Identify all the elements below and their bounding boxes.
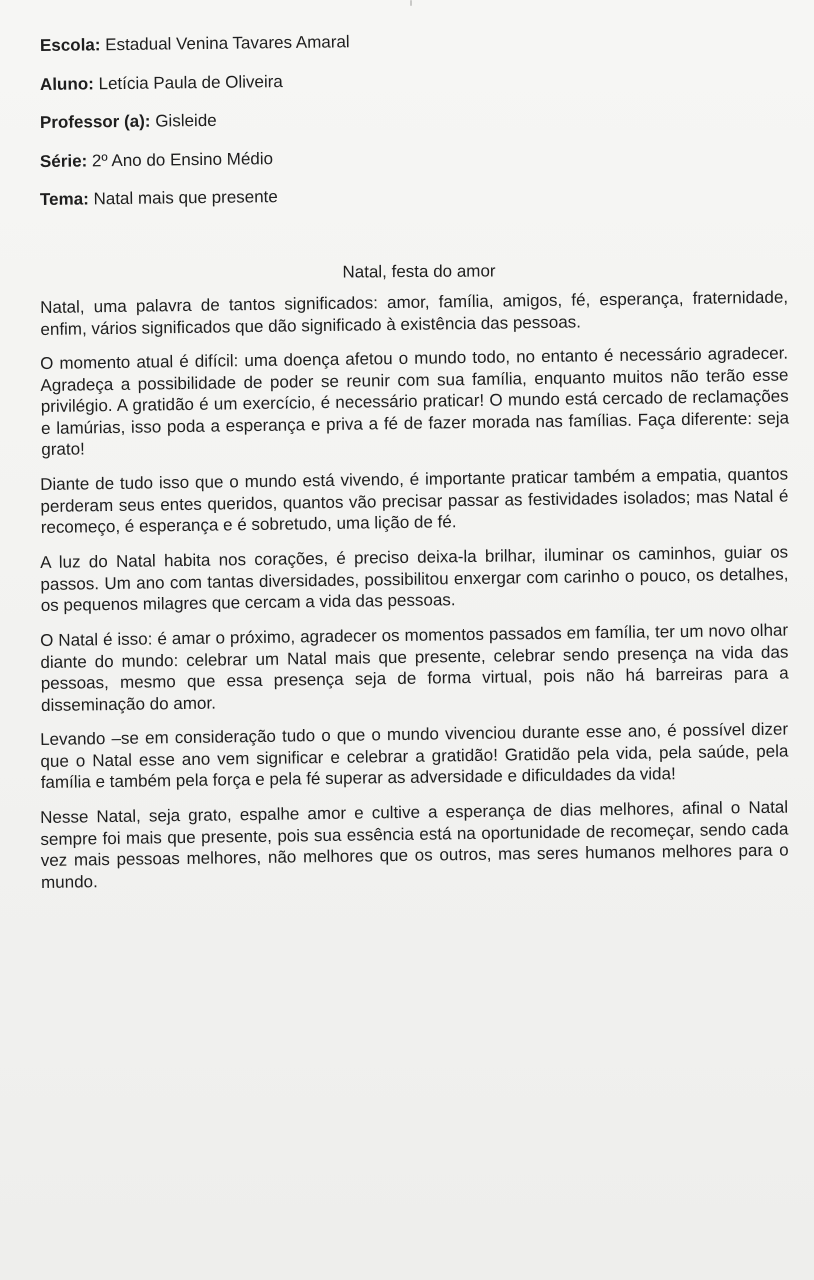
essay-paragraph: O momento atual é difícil: uma doença afetou o mundo todo, no entanto é necessário agradecer. Agradeça a possibilidade de poder se reunir com sua família, enquanto muitos não terão esse privilégio. A gratidão é um exercício, é necessário praticar! O mundo está cercado de reclamações e lamúrias, isso poda a esperança e priva a fé de fazer morada nas famílias. Faça diferente: seja grato! [40, 343, 790, 460]
theme-label: Tema: [39, 189, 89, 209]
school-value: Estadual Venina Tavares Amaral [105, 32, 350, 55]
grade-row [40, 142, 788, 171]
student-row [40, 65, 788, 94]
essay-paragraph: A luz do Natal habita nos corações, é preciso deixa-la brilhar, iluminar os caminhos, guiar os passos. Um ano com tantas diversidades, possibilitou enxergar com carinho o pouco, os detalhes, os pequenos milagres que cercam a vida das pessoas. [40, 542, 789, 616]
essay-paragraph: Diante de tudo isso que o mundo está vivendo, é importante praticar também a empatia, quantos perderam seus entes queridos, quantos vão precisar passar as festividades isolados; mas Natal é recomeço, é esperança e é sobretudo, uma lição de fé. [40, 464, 789, 538]
theme-value: Natal mais que presente [93, 187, 278, 209]
student-label: Aluno: [39, 73, 94, 94]
essay-paragraph: Nesse Natal, seja grato, espalhe amor e cultive a esperança de dias melhores, afinal o Natal sempre foi mais que presente, pois sua essência está na oportunidade de recomeçar, sendo cada vez mais pessoas melhores, não melhores que os outros, mas seres humanos melhores para o mundo. [40, 797, 789, 892]
essay-paragraph: Levando –se em consideração tudo o que o mundo vivenciou durante esse ano, é possível dizer que o Natal esse ano vem significar e celebrar a gratidão! Gratidão pela vida, pela saúde, pela família e também pela força e pela fé superar as adversidade e dificuldades da vida! [40, 719, 789, 793]
essay-paragraph: O Natal é isso: é amar o próximo, agradecer os momentos passados em família, ter um novo olhar diante do mundo: celebrar um Natal mais que presente, celebrar sendo presença na vida das pessoas, mesmo que essa presença seja de forma virtual, pois não há barreiras para a disseminação do amor. [40, 620, 789, 715]
grade-value: 2º Ano do Ensino Médio [91, 148, 274, 170]
essay-paragraph: Natal, uma palavra de tantos significados: amor, família, amigos, fé, esperança, fraternidade, enfim, vários significados que dão significado à existência das pessoas. [40, 287, 789, 339]
teacher-row [40, 104, 788, 133]
essay-title: Natal, festa do amor [342, 261, 496, 282]
student-value: Letícia Paula de Oliveira [98, 71, 283, 93]
teacher-label: Professor (a): [39, 111, 151, 132]
theme-row [40, 181, 788, 210]
teacher-value: Gisleide [155, 110, 217, 131]
school-label: Escola: [39, 35, 101, 55]
grade-label: Série: [39, 150, 88, 171]
school-row [40, 27, 788, 56]
scan-speck [410, 0, 412, 6]
